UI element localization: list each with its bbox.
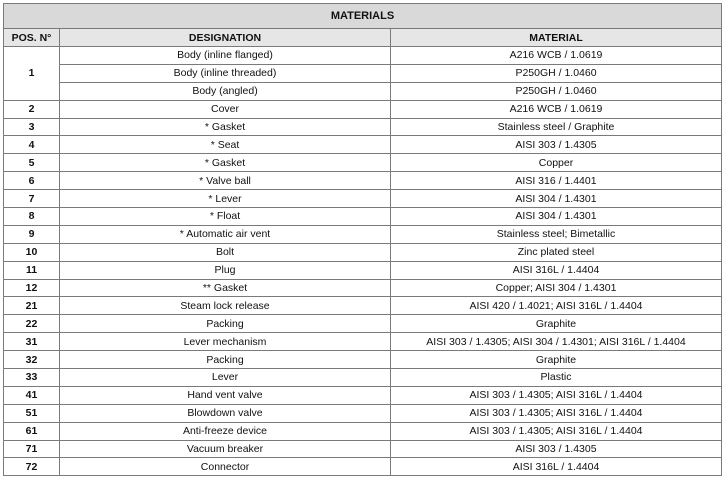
- designation-cell: Bolt: [60, 243, 391, 261]
- table-row: [4, 261, 722, 279]
- material-cell: AISI 303 / 1.4305: [391, 440, 722, 458]
- table-row: [4, 154, 722, 172]
- column-header-pos: POS. N°: [4, 29, 60, 47]
- table-row: [4, 422, 722, 440]
- designation-cell: Packing: [60, 351, 391, 369]
- designation-cell: Connector: [60, 458, 391, 476]
- designation-cell: Lever mechanism: [60, 333, 391, 351]
- table-row: [4, 225, 722, 243]
- designation-cell: * Valve ball: [60, 172, 391, 190]
- table-row: [4, 351, 722, 369]
- table-row: [4, 172, 722, 190]
- table-row: [4, 404, 722, 422]
- designation-cell: * Automatic air vent: [60, 225, 391, 243]
- pos-cell: 33: [4, 369, 60, 387]
- material-cell: P250GH / 1.0460: [391, 82, 722, 100]
- table-row: [4, 100, 722, 118]
- designation-cell: Body (angled): [60, 82, 391, 100]
- pos-cell: 41: [4, 386, 60, 404]
- designation-cell: Body (inline threaded): [60, 64, 391, 82]
- pos-cell: 51: [4, 404, 60, 422]
- material-cell: AISI 316 / 1.4401: [391, 172, 722, 190]
- material-cell: AISI 303 / 1.4305; AISI 304 / 1.4301; AISI 316L / 1.4404: [391, 333, 722, 351]
- pos-cell: 3: [4, 118, 60, 136]
- pos-cell: 32: [4, 351, 60, 369]
- table-row: [4, 243, 722, 261]
- table-row: [4, 47, 722, 65]
- material-cell: AISI 303 / 1.4305; AISI 316L / 1.4404: [391, 404, 722, 422]
- designation-cell: Hand vent valve: [60, 386, 391, 404]
- table-row: [4, 279, 722, 297]
- materials-table: [3, 3, 722, 476]
- pos-cell: 72: [4, 458, 60, 476]
- pos-cell: 4: [4, 136, 60, 154]
- pos-cell: 71: [4, 440, 60, 458]
- header-row: [4, 29, 722, 47]
- material-cell: Copper: [391, 154, 722, 172]
- designation-cell: Body (inline flanged): [60, 47, 391, 65]
- designation-cell: * Gasket: [60, 118, 391, 136]
- material-cell: A216 WCB / 1.0619: [391, 47, 722, 65]
- table-row: [4, 190, 722, 208]
- table-row: [4, 369, 722, 387]
- title-row: [4, 4, 722, 29]
- material-cell: Graphite: [391, 315, 722, 333]
- pos-cell: 61: [4, 422, 60, 440]
- table-row: [4, 118, 722, 136]
- pos-cell: 8: [4, 208, 60, 226]
- pos-cell: 6: [4, 172, 60, 190]
- table-body: [4, 47, 722, 476]
- designation-cell: * Lever: [60, 190, 391, 208]
- designation-cell: ** Gasket: [60, 279, 391, 297]
- table-row: [4, 64, 722, 82]
- pos-cell: 11: [4, 261, 60, 279]
- table-row: [4, 82, 722, 100]
- table-row: [4, 333, 722, 351]
- material-cell: AISI 303 / 1.4305; AISI 316L / 1.4404: [391, 422, 722, 440]
- pos-cell: 2: [4, 100, 60, 118]
- pos-cell: 5: [4, 154, 60, 172]
- table-row: [4, 315, 722, 333]
- pos-cell: 31: [4, 333, 60, 351]
- pos-cell: 21: [4, 297, 60, 315]
- material-cell: AISI 303 / 1.4305: [391, 136, 722, 154]
- table-row: [4, 440, 722, 458]
- table-row: [4, 297, 722, 315]
- material-cell: AISI 316L / 1.4404: [391, 458, 722, 476]
- pos-cell: 1: [4, 47, 60, 101]
- material-cell: Zinc plated steel: [391, 243, 722, 261]
- material-cell: Graphite: [391, 351, 722, 369]
- material-cell: Plastic: [391, 369, 722, 387]
- designation-cell: Blowdown valve: [60, 404, 391, 422]
- material-cell: Stainless steel / Graphite: [391, 118, 722, 136]
- material-cell: AISI 303 / 1.4305; AISI 316L / 1.4404: [391, 386, 722, 404]
- material-cell: P250GH / 1.0460: [391, 64, 722, 82]
- table-row: [4, 136, 722, 154]
- designation-cell: Packing: [60, 315, 391, 333]
- material-cell: AISI 420 / 1.4021; AISI 316L / 1.4404: [391, 297, 722, 315]
- pos-cell: 7: [4, 190, 60, 208]
- material-cell: A216 WCB / 1.0619: [391, 100, 722, 118]
- table-row: [4, 386, 722, 404]
- column-header-designation: DESIGNATION: [60, 29, 391, 47]
- designation-cell: Anti-freeze device: [60, 422, 391, 440]
- pos-cell: 22: [4, 315, 60, 333]
- material-cell: Stainless steel; Bimetallic: [391, 225, 722, 243]
- designation-cell: Steam lock release: [60, 297, 391, 315]
- material-cell: AISI 304 / 1.4301: [391, 208, 722, 226]
- table-title: MATERIALS: [4, 4, 722, 29]
- material-cell: AISI 316L / 1.4404: [391, 261, 722, 279]
- designation-cell: Lever: [60, 369, 391, 387]
- table-row: [4, 208, 722, 226]
- pos-cell: 9: [4, 225, 60, 243]
- designation-cell: * Float: [60, 208, 391, 226]
- designation-cell: Cover: [60, 100, 391, 118]
- pos-cell: 10: [4, 243, 60, 261]
- designation-cell: Vacuum breaker: [60, 440, 391, 458]
- pos-cell: 12: [4, 279, 60, 297]
- designation-cell: * Gasket: [60, 154, 391, 172]
- column-header-material: MATERIAL: [391, 29, 722, 47]
- material-cell: AISI 304 / 1.4301: [391, 190, 722, 208]
- designation-cell: Plug: [60, 261, 391, 279]
- table-row: [4, 458, 722, 476]
- designation-cell: * Seat: [60, 136, 391, 154]
- material-cell: Copper; AISI 304 / 1.4301: [391, 279, 722, 297]
